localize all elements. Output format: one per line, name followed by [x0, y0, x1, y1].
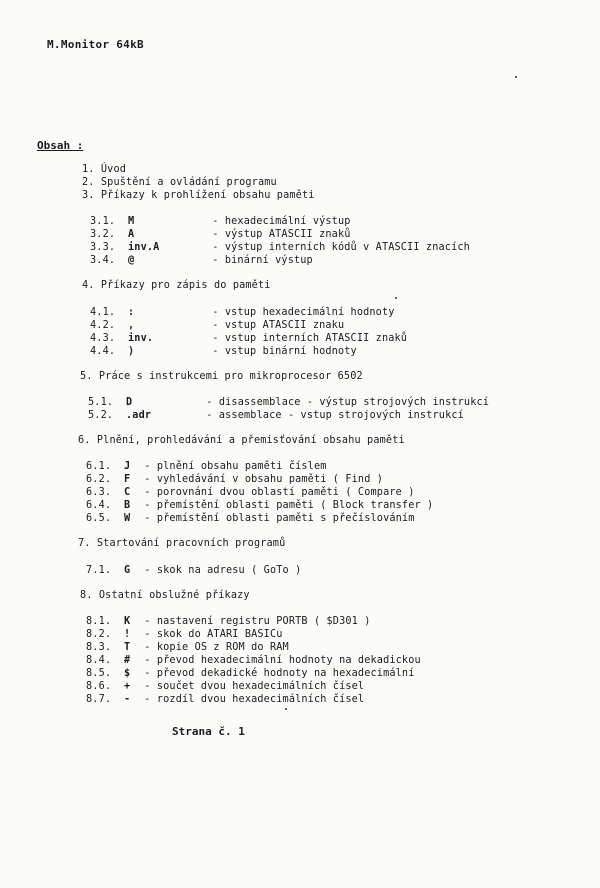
- toc-item: [90, 255, 313, 267]
- toc-item-command: ): [128, 346, 135, 357]
- toc-section-number: 2.: [82, 177, 95, 188]
- toc-item-command: J: [124, 461, 131, 472]
- toc-item-description: - výstup interních kódů v ATASCII znacích: [212, 242, 470, 253]
- toc-item: [86, 655, 421, 667]
- toc-item-command: B: [124, 500, 131, 511]
- toc-item-number: 3.3.: [90, 242, 116, 253]
- toc-item-number: 4.1.: [90, 307, 116, 318]
- toc-item-number: 8.6.: [86, 681, 112, 692]
- toc-item-number: 7.1.: [86, 565, 112, 576]
- toc-item-number: 6.2.: [86, 474, 112, 485]
- toc-item-command: :: [128, 307, 135, 318]
- toc-item-number: 8.2.: [86, 629, 112, 640]
- toc-item-description: - binární výstup: [212, 255, 313, 266]
- toc-item-number: 4.3.: [90, 333, 116, 344]
- toc-item-number: 4.2.: [90, 320, 116, 331]
- toc-item-command: @: [128, 255, 135, 266]
- toc-item-command: #: [124, 655, 131, 666]
- toc-item-description: - výstup ATASCII znaků: [212, 229, 351, 240]
- toc-section-title: Příkazy k prohlížení obsahu paměti: [100, 190, 315, 201]
- toc-item-command: +: [124, 681, 131, 692]
- toc-item-description: - nastavení registru PORTB ( $D301 ): [144, 616, 371, 627]
- toc-item-description: - vstup ATASCII znaku: [212, 320, 345, 331]
- toc-item-description: - vstup interních ATASCII znaků: [212, 333, 408, 344]
- toc-item-description: - hexadecimální výstup: [212, 216, 351, 227]
- toc-item-number: 6.5.: [86, 513, 112, 524]
- toc-item-command: C: [124, 487, 131, 498]
- toc-item: [90, 320, 344, 332]
- toc-section: [78, 538, 285, 550]
- toc-item-command: inv.A: [128, 242, 160, 253]
- toc-section-number: 4.: [82, 280, 95, 291]
- toc-section-number: 5.: [80, 371, 93, 382]
- toc-item-number: 6.1.: [86, 461, 112, 472]
- toc-item: [88, 410, 464, 422]
- toc-item: [86, 668, 414, 680]
- toc-item-command: !: [124, 629, 131, 640]
- toc-item-number: 3.1.: [90, 216, 116, 227]
- toc-section-title: Startování pracovních programů: [96, 538, 286, 549]
- toc-item-description: - plnění obsahu paměti číslem: [144, 461, 327, 472]
- toc-item: [90, 307, 395, 319]
- toc-item-command: A: [128, 229, 135, 240]
- toc-item: [90, 346, 357, 358]
- toc-item: [90, 333, 407, 345]
- toc-section-number: 3.: [82, 190, 95, 201]
- toc-item-command: M: [128, 216, 135, 227]
- toc-item-command: inv.: [128, 333, 154, 344]
- toc-section-number: 8.: [80, 590, 93, 601]
- toc-item-description: - skok na adresu ( GoTo ): [144, 565, 302, 576]
- toc-item: [86, 642, 289, 654]
- toc-item: [90, 229, 351, 241]
- toc-item: [86, 487, 414, 499]
- toc-item-description: - assemblace - vstup strojových instrukcí: [206, 410, 464, 421]
- toc-item-command: ,: [128, 320, 135, 331]
- toc-item-description: - vyhledávání v obsahu paměti ( Find ): [144, 474, 384, 485]
- toc-item: [86, 474, 383, 486]
- toc-item-number: 8.3.: [86, 642, 112, 653]
- toc-section-title: Příkazy pro zápis do paměti: [100, 280, 271, 291]
- toc-item: [88, 397, 489, 409]
- scan-speck: [515, 76, 517, 78]
- toc-item-description: - součet dvou hexadecimálních čísel: [144, 681, 365, 692]
- document-title: M.Monitor 64kB: [47, 38, 144, 51]
- toc-item-number: 8.1.: [86, 616, 112, 627]
- toc-item-description: - disassemblace - výstup strojových instrukcí: [206, 397, 490, 408]
- scan-speck: [285, 708, 287, 710]
- toc-section-title: Spuštění a ovládání programu: [100, 177, 277, 188]
- toc-item-description: - vstup binární hodnoty: [212, 346, 357, 357]
- toc-item-command: T: [124, 642, 131, 653]
- toc-section: [82, 177, 277, 189]
- scan-speck: [395, 297, 397, 299]
- toc-item-number: 6.3.: [86, 487, 112, 498]
- toc-item-command: F: [124, 474, 131, 485]
- toc-item-description: - porovnání dvou oblastí paměti ( Compare ): [144, 487, 415, 498]
- toc-item-description: - převod dekadické hodnoty na hexadecimální: [144, 668, 415, 679]
- toc-item-number: 3.4.: [90, 255, 116, 266]
- toc-item-command: .adr: [126, 410, 152, 421]
- toc-item: [86, 461, 327, 473]
- toc-section-title: Práce s instrukcemi pro mikroprocesor 6502: [98, 371, 363, 382]
- toc-item-number: 5.2.: [88, 410, 114, 421]
- toc-item-command: D: [126, 397, 133, 408]
- toc-item-description: - kopie OS z ROM do RAM: [144, 642, 289, 653]
- toc-item-number: 8.4.: [86, 655, 112, 666]
- toc-section-number: 6.: [78, 435, 91, 446]
- toc-item-command: W: [124, 513, 131, 524]
- toc-item-description: - přemístění oblasti paměti ( Block transfer ): [144, 500, 434, 511]
- toc-item-number: 8.7.: [86, 694, 112, 705]
- toc-item: [90, 242, 470, 254]
- toc-item: [90, 216, 351, 228]
- toc-item-command: -: [124, 694, 131, 705]
- toc-item-command: G: [124, 565, 131, 576]
- toc-section: [78, 435, 405, 447]
- toc-item-description: - skok do ATARI BASICu: [144, 629, 283, 640]
- toc-item-number: 4.4.: [90, 346, 116, 357]
- toc-item-number: 8.5.: [86, 668, 112, 679]
- toc-section-number: 1.: [82, 164, 95, 175]
- toc-item-command: $: [124, 668, 131, 679]
- toc-item: [86, 616, 371, 628]
- toc-item-description: - rozdíl dvou hexadecimálních čísel: [144, 694, 365, 705]
- toc-section: [80, 371, 363, 383]
- toc-item: [86, 500, 433, 512]
- toc-section-title: Ostatní obslužné příkazy: [98, 590, 250, 601]
- toc-section-title: Úvod: [100, 164, 127, 175]
- toc-section: [80, 590, 250, 602]
- toc-item-number: 5.1.: [88, 397, 114, 408]
- toc-section-number: 7.: [78, 538, 91, 549]
- toc-item: [86, 513, 414, 525]
- toc-section: [82, 190, 315, 202]
- toc-item: [86, 629, 283, 641]
- toc-item: [86, 681, 364, 693]
- toc-item-command: K: [124, 616, 131, 627]
- toc-section: [82, 164, 126, 176]
- page-number: Strana č. 1: [172, 725, 245, 738]
- toc-item-number: 3.2.: [90, 229, 116, 240]
- toc-section-title: Plnění, prohledávání a přemisťování obsahu paměti: [96, 435, 405, 446]
- toc-item: [86, 694, 364, 706]
- toc-item-description: - přemístění oblasti paměti s přečíslováním: [144, 513, 415, 524]
- toc-item-description: - vstup hexadecimální hodnoty: [212, 307, 395, 318]
- toc-heading: Obsah :: [37, 139, 84, 152]
- toc-item-description: - převod hexadecimální hodnoty na dekadickou: [144, 655, 421, 666]
- toc-item: [86, 565, 301, 577]
- toc-section: [82, 280, 271, 292]
- toc-item-number: 6.4.: [86, 500, 112, 511]
